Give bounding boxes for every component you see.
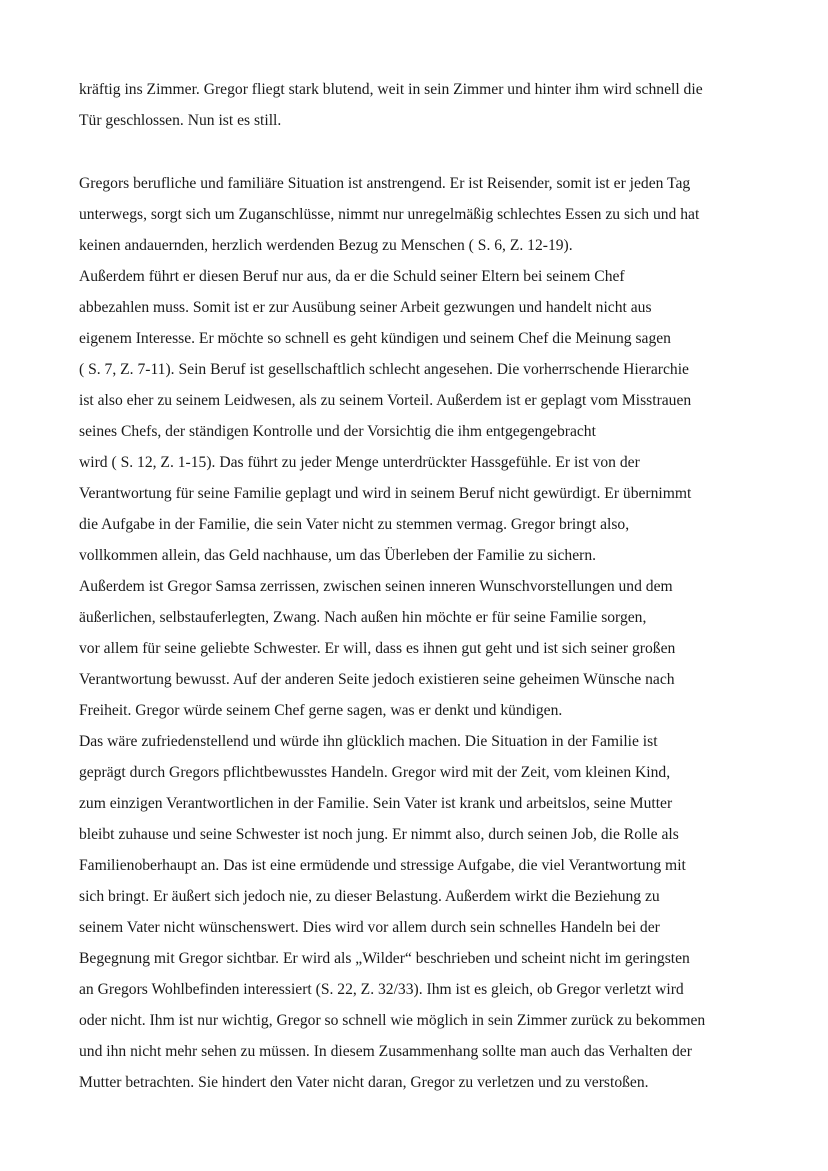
text-line: zum einzigen Verantwortlichen in der Familie. Sein Vater ist krank und arbeitslos, seine Mutter [79,795,673,812]
text-line: oder nicht. Ihm ist nur wichtig, Gregor so schnell wie möglich in sein Zimmer zurück zu bekommen [79,1012,706,1029]
text-line: Begegnung mit Gregor sichtbar. Er wird als „Wilder“ beschrieben und scheint nicht im geringsten [79,950,690,967]
text-line: vollkommen allein, das Geld nachhause, um das Überleben der Familie zu sichern. [79,547,597,564]
text-line: ( S. 7, Z. 7-11). Sein Beruf ist gesellschaftlich schlecht angesehen. Die vorherrschende Hierarchie [79,361,689,378]
text-line: die Aufgabe in der Familie, die sein Vater nicht zu stemmen vermag. Gregor bringt also, [79,516,630,533]
text-line: Mutter betrachten. Sie hindert den Vater nicht daran, Gregor zu verletzen und zu verstoßen. [79,1074,649,1091]
text-line: geprägt durch Gregors pflichtbewusstes Handeln. Gregor wird mit der Zeit, vom kleinen Kind, [79,764,671,781]
text-line: sich bringt. Er äußert sich jedoch nie, zu dieser Belastung. Außerdem wirkt die Beziehung zu [79,888,660,905]
text-line: Freiheit. Gregor würde seinem Chef gerne sagen, was er denkt und kündigen. [79,702,563,719]
text-line: äußerlichen, selbstauferlegten, Zwang. Nach außen hin möchte er für seine Familie sorgen, [79,609,647,626]
text-line: wird ( S. 12, Z. 1-15). Das führt zu jeder Menge unterdrückter Hassgefühle. Er ist von der [79,454,640,471]
text-line: Verantwortung für seine Familie geplagt und wird in seinem Beruf nicht gewürdigt. Er übernimmt [79,485,692,502]
text-line: Außerdem führt er diesen Beruf nur aus, da er die Schuld seiner Eltern bei seinem Chef [79,268,625,285]
text-line: Verantwortung bewusst. Auf der anderen Seite jedoch existieren seine geheimen Wünsche nach [79,671,675,688]
text-line: seinem Vater nicht wünschenswert. Dies wird vor allem durch sein schnelles Handeln bei der [79,919,660,936]
text-line: Tür geschlossen. Nun ist es still. [79,112,282,129]
text-line: seines Chefs, der ständigen Kontrolle und der Vorsichtig die ihm entgegengebracht [79,423,596,440]
text-line: Außerdem ist Gregor Samsa zerrissen, zwischen seinen inneren Wunschvorstellungen und dem [79,578,673,595]
text-line: Gregors berufliche und familiäre Situation ist anstrengend. Er ist Reisender, somit ist er jeden Tag [79,175,691,192]
text-line: ist also eher zu seinem Leidwesen, als zu seinem Vorteil. Außerdem ist er geplagt vom Misstrauen [79,392,692,409]
text-line: an Gregors Wohlbefinden interessiert (S. 22, Z. 32/33). Ihm ist es gleich, ob Gregor verletzt wird [79,981,684,998]
text-line: eigenem Interesse. Er möchte so schnell es geht kündigen und seinem Chef die Meinung sagen [79,330,671,347]
text-line: kräftig ins Zimmer. Gregor fliegt stark blutend, weit in sein Zimmer und hinter ihm wird schnell die [79,81,703,98]
text-line: Das wäre zufriedenstellend und würde ihn glücklich machen. Die Situation in der Familie ist [79,733,658,750]
text-line: vor allem für seine geliebte Schwester. Er will, dass es ihnen gut geht und ist sich seiner großen [79,640,676,657]
text-line: bleibt zuhause und seine Schwester ist noch jung. Er nimmt also, durch seinen Job, die Rolle als [79,826,679,843]
text-line: keinen andauernden, herzlich werdenden Bezug zu Menschen ( S. 6, Z. 12-19). [79,237,573,254]
text-line: Familienoberhaupt an. Das ist eine ermüdende und stressige Aufgabe, die viel Verantwortung mit [79,857,686,874]
text-line: unterwegs, sorgt sich um Zuganschlüsse, nimmt nur unregelmäßig schlechtes Essen zu sich und hat [79,206,700,223]
text-line: abbezahlen muss. Somit ist er zur Ausübung seiner Arbeit gezwungen und handelt nicht aus [79,299,652,316]
text-line: und ihn nicht mehr sehen zu müssen. In diesem Zusammenhang sollte man auch das Verhalten der [79,1043,692,1060]
